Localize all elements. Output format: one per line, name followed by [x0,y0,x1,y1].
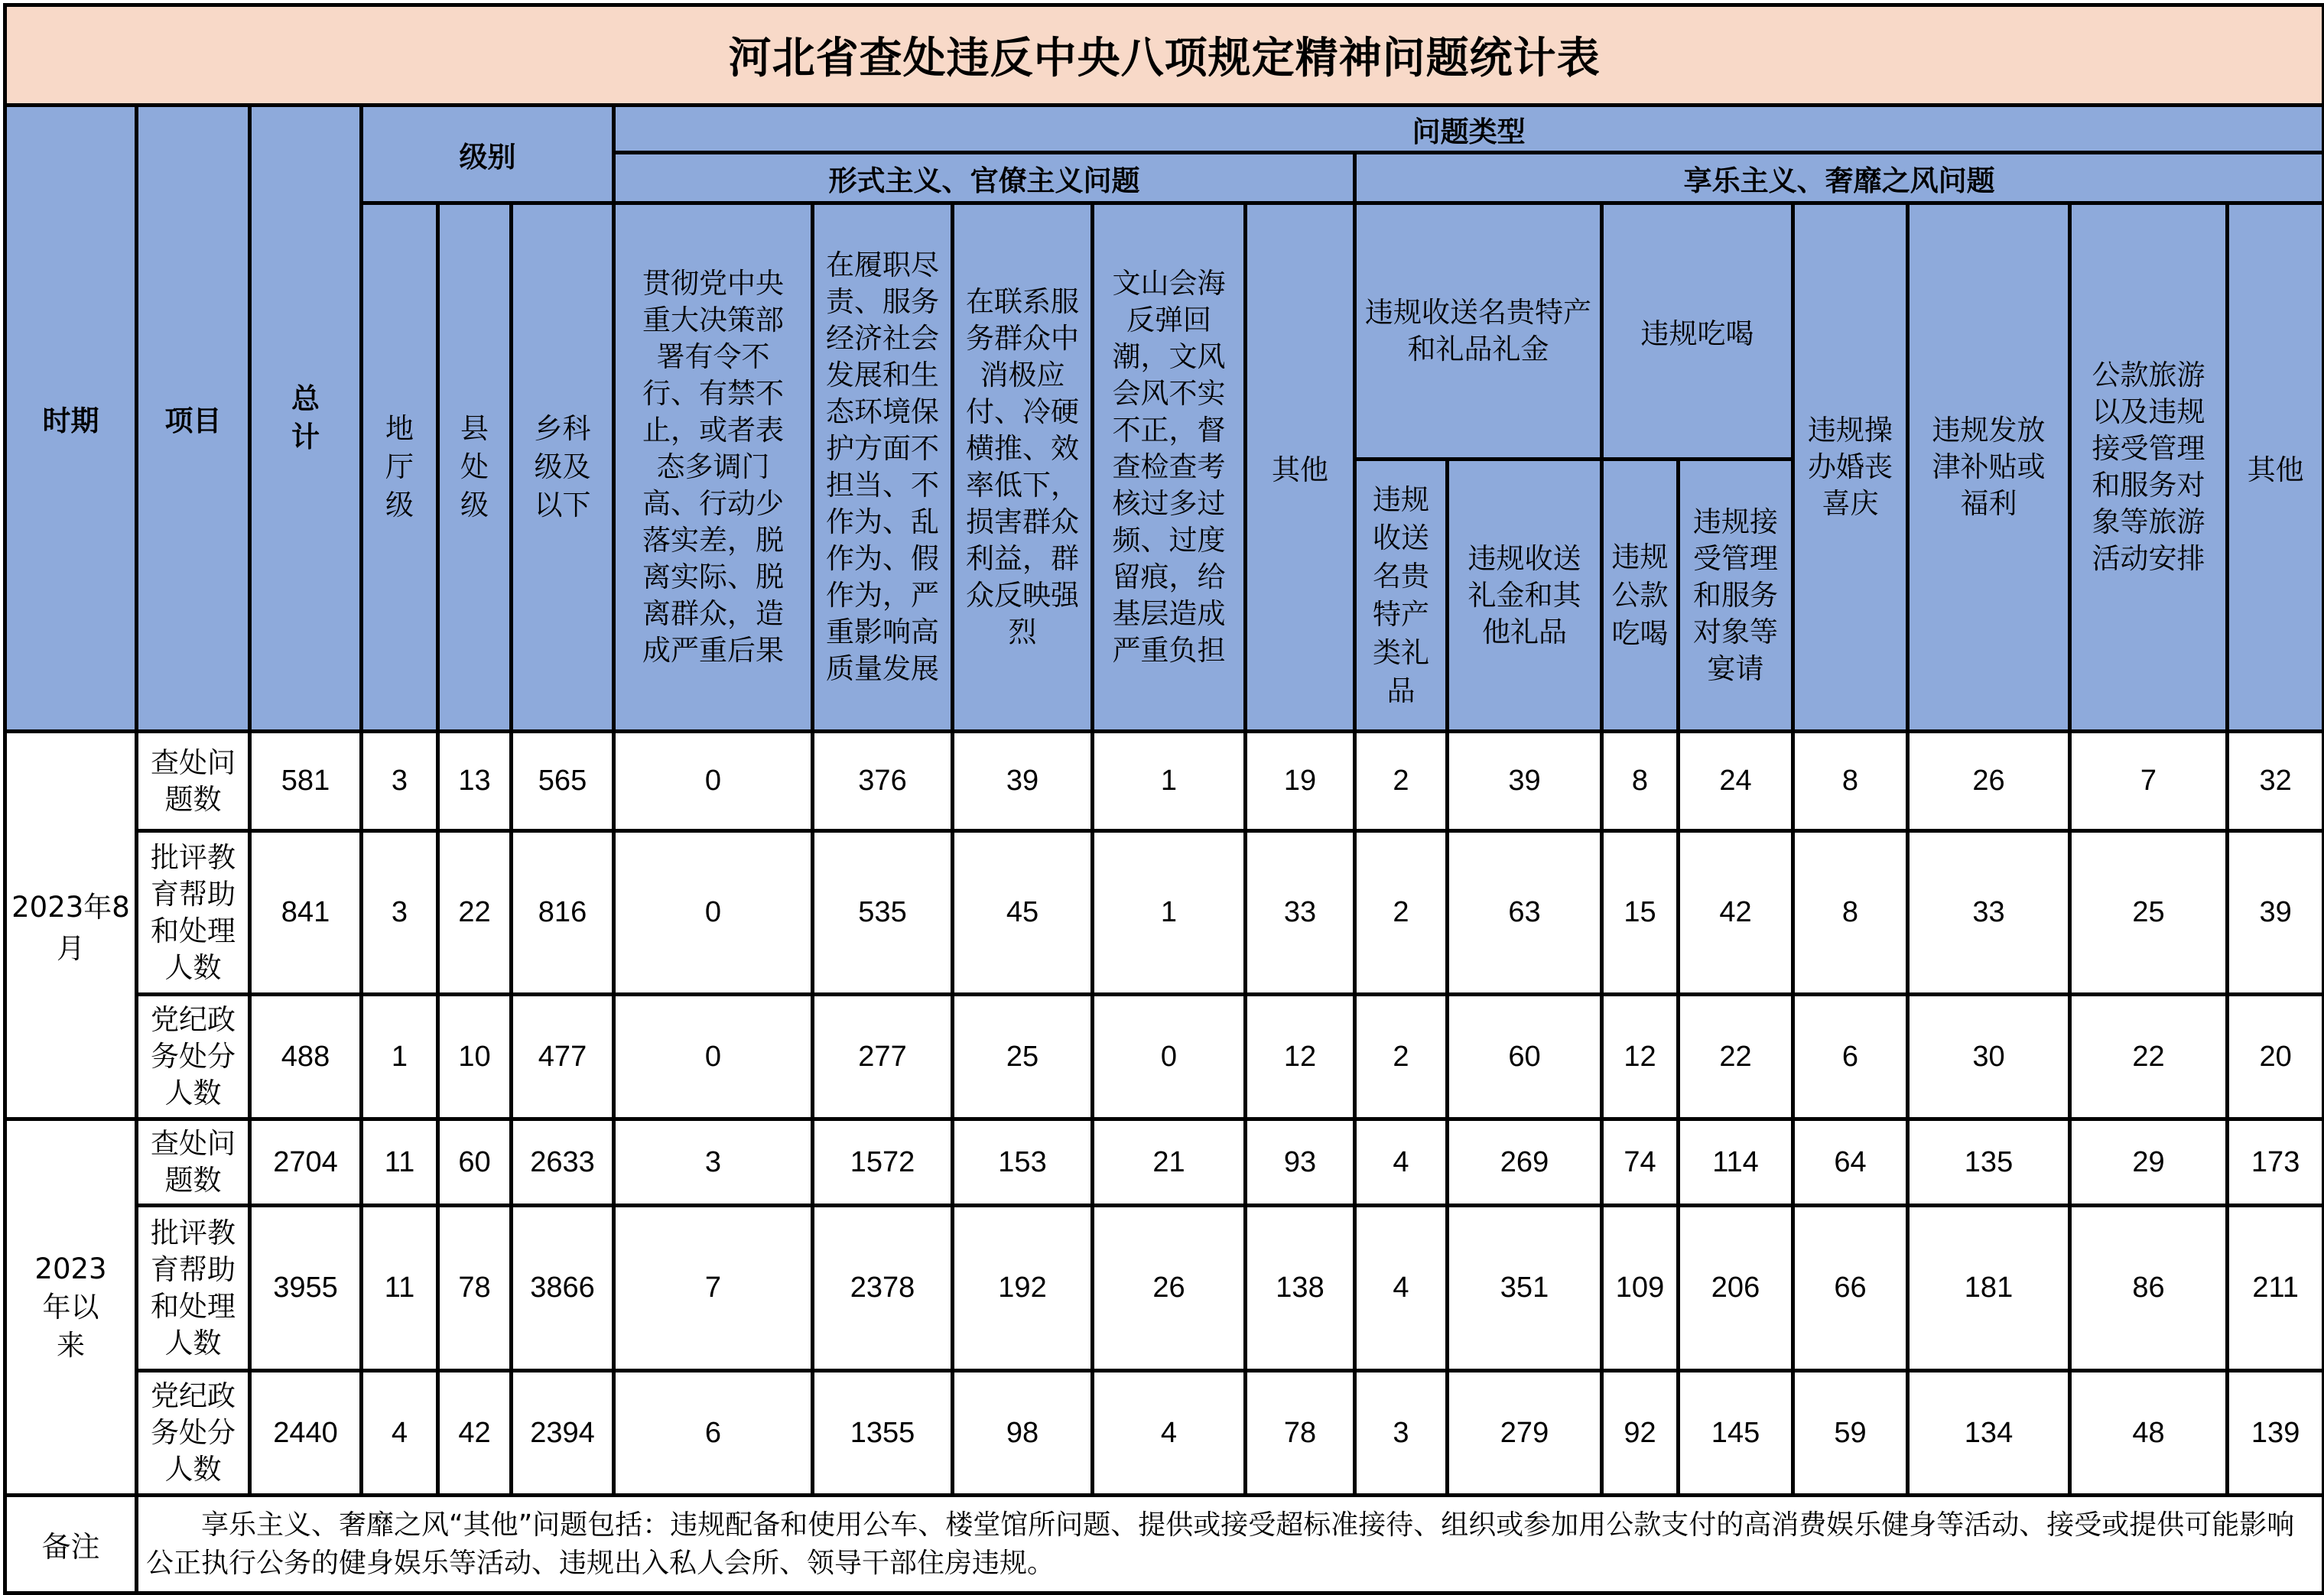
cell-value: 12 [1602,995,1679,1119]
statistics-table [3,3,2324,1595]
cell-value: 277 [813,995,953,1119]
cell-value: 11 [362,1206,438,1371]
header-formalism-duty: 在履职尽责、服务经济社会发展和生态环境保护方面不担当、不作为、乱作为、假作为，严重影响高质量发展 [813,203,953,732]
row-item-label: 党纪政务处分人数 [137,1371,250,1496]
cell-value: 98 [953,1371,1093,1496]
cell-value: 816 [512,831,614,995]
header-formalism-other: 其他 [1246,203,1355,732]
cell-value: 39 [953,732,1093,831]
header-hedonism-other: 其他 [2228,203,2324,732]
cell-value: 1 [362,995,438,1119]
cell-value: 86 [2070,1206,2228,1371]
cell-value: 4 [1355,1119,1448,1206]
cell-value: 64 [1793,1119,1908,1206]
cell-value: 24 [1679,732,1793,831]
header-eat-group: 违规吃喝 [1602,203,1793,460]
cell-value: 42 [1679,831,1793,995]
cell-value: 173 [2228,1119,2324,1206]
cell-value: 92 [1602,1371,1679,1496]
cell-value: 39 [1448,732,1602,831]
cell-value: 7 [614,1206,813,1371]
cell-value: 60 [438,1119,512,1206]
header-subsidies: 违规发放津补贴或福利 [1908,203,2070,732]
cell-total: 841 [250,831,362,995]
cell-value: 1355 [813,1371,953,1496]
cell-value: 114 [1679,1119,1793,1206]
cell-value: 109 [1602,1206,1679,1371]
cell-value: 2 [1355,732,1448,831]
cell-value: 39 [2228,831,2324,995]
cell-total: 488 [250,995,362,1119]
cell-value: 33 [1246,831,1355,995]
header-total: 总计 [250,106,362,732]
cell-value: 21 [1093,1119,1246,1206]
header-public-travel: 公款旅游以及违规接受管理和服务对象等旅游活动安排 [2070,203,2228,732]
cell-value: 15 [1602,831,1679,995]
cell-value: 4 [1355,1206,1448,1371]
header-gift-cash: 违规收送礼金和其他礼品 [1448,460,1602,732]
row-item-label: 批评教育帮助和处理人数 [137,831,250,995]
cell-value: 0 [614,995,813,1119]
cell-value: 29 [2070,1119,2228,1206]
cell-value: 0 [1093,995,1246,1119]
note-text [137,1496,2324,1593]
cell-value: 93 [1246,1119,1355,1206]
cell-value: 30 [1908,995,2070,1119]
cell-value: 45 [953,831,1093,995]
cell-value: 153 [953,1119,1093,1206]
cell-value: 78 [438,1206,512,1371]
cell-value: 2378 [813,1206,953,1371]
header-gift-specialty: 违规收送名贵特产类礼品 [1355,460,1448,732]
cell-total: 3955 [250,1206,362,1371]
header-eat-banquet: 违规接受管理和服务对象等宴请 [1679,460,1793,732]
cell-value: 74 [1602,1119,1679,1206]
header-gift-group: 违规收送名贵特产和礼品礼金 [1355,203,1602,460]
cell-value: 477 [512,995,614,1119]
cell-value: 3 [614,1119,813,1206]
header-group-hedonism: 享乐主义、奢靡之风问题 [1355,153,2324,203]
table-title: 河北省查处违反中央八项规定精神问题统计表 [5,5,2324,106]
period-label-aug2023: 2023年8月 [5,732,137,1119]
cell-value: 351 [1448,1206,1602,1371]
cell-value: 22 [1679,995,1793,1119]
cell-value: 8 [1602,732,1679,831]
cell-value: 3 [362,831,438,995]
period-label-since2023: 2023年以来 [5,1119,137,1496]
cell-value: 32 [2228,732,2324,831]
cell-value: 11 [362,1119,438,1206]
cell-value: 3 [362,732,438,831]
header-level-prefecture: 地厅级 [362,203,438,732]
cell-value: 138 [1246,1206,1355,1371]
statistics-table-container [3,3,2321,1590]
cell-value: 4 [1093,1371,1246,1496]
cell-value: 6 [614,1371,813,1496]
note-label: 备注 [5,1496,137,1593]
cell-value: 211 [2228,1206,2324,1371]
cell-value: 6 [1793,995,1908,1119]
header-item: 项目 [137,106,250,732]
cell-value: 42 [438,1371,512,1496]
cell-value: 0 [614,831,813,995]
header-formalism-decision: 贯彻党中央重大决策部署有令不行、有禁不止，或者表态多调门高、行动少落实差，脱离实际、脱离群众，造成严重后果 [614,203,813,732]
cell-total: 2440 [250,1371,362,1496]
cell-value: 1572 [813,1119,953,1206]
cell-value: 8 [1793,831,1908,995]
cell-value: 26 [1093,1206,1246,1371]
header-weddings-funerals: 违规操办婚丧喜庆 [1793,203,1908,732]
cell-value: 20 [2228,995,2324,1119]
cell-value: 135 [1908,1119,2070,1206]
cell-value: 1 [1093,831,1246,995]
header-level: 级别 [362,106,614,203]
row-item-label: 党纪政务处分人数 [137,995,250,1119]
cell-value: 60 [1448,995,1602,1119]
header-formalism-service: 在联系服务群众中消极应付、冷硬横推、效率低下，损害群众利益，群众反映强烈 [953,203,1093,732]
row-item-label: 查处问题数 [137,732,250,831]
cell-total: 581 [250,732,362,831]
header-period: 时期 [5,106,137,732]
cell-value: 12 [1246,995,1355,1119]
cell-value: 2394 [512,1371,614,1496]
cell-value: 25 [2070,831,2228,995]
cell-value: 192 [953,1206,1093,1371]
cell-value: 10 [438,995,512,1119]
cell-value: 63 [1448,831,1602,995]
cell-value: 1 [1093,732,1246,831]
cell-value: 134 [1908,1371,2070,1496]
cell-value: 13 [438,732,512,831]
cell-value: 181 [1908,1206,2070,1371]
cell-value: 7 [2070,732,2228,831]
cell-value: 269 [1448,1119,1602,1206]
header-formalism-meetings: 文山会海反弹回潮，文风会风不实不正，督查检查考核过多过频、过度留痕，给基层造成严重负担 [1093,203,1246,732]
cell-value: 26 [1908,732,2070,831]
cell-value: 565 [512,732,614,831]
cell-value: 4 [362,1371,438,1496]
cell-value: 33 [1908,831,2070,995]
cell-value: 66 [1793,1206,1908,1371]
header-group-formalism: 形式主义、官僚主义问题 [614,153,1355,203]
header-eat-public: 违规公款吃喝 [1602,460,1679,732]
cell-value: 22 [438,831,512,995]
cell-value: 3 [1355,1371,1448,1496]
cell-value: 78 [1246,1371,1355,1496]
row-item-label: 查处问题数 [137,1119,250,1206]
cell-value: 139 [2228,1371,2324,1496]
cell-value: 2 [1355,831,1448,995]
cell-value: 19 [1246,732,1355,831]
cell-value: 206 [1679,1206,1793,1371]
cell-value: 8 [1793,732,1908,831]
note-body: 享乐主义、奢靡之风“其他”问题包括：违规配备和使用公车、楼堂馆所问题、提供或接受超标准接待、组织或参加用公款支付的高消费娱乐健身等活动、接受或提供可能影响公正执行公务的健身娱乐等活动、违规出入私人会所、领导干部住房违规。 [146,1509,2295,1579]
cell-value: 145 [1679,1371,1793,1496]
row-item-label: 批评教育帮助和处理人数 [137,1206,250,1371]
cell-value: 3866 [512,1206,614,1371]
cell-value: 535 [813,831,953,995]
cell-value: 2633 [512,1119,614,1206]
cell-value: 0 [614,732,813,831]
cell-value: 376 [813,732,953,831]
header-level-township: 乡科级及以下 [512,203,614,732]
cell-total: 2704 [250,1119,362,1206]
cell-value: 25 [953,995,1093,1119]
header-level-county: 县处级 [438,203,512,732]
cell-value: 22 [2070,995,2228,1119]
cell-value: 48 [2070,1371,2228,1496]
cell-value: 279 [1448,1371,1602,1496]
cell-value: 2 [1355,995,1448,1119]
cell-value: 59 [1793,1371,1908,1496]
header-problem-type: 问题类型 [614,106,2324,153]
